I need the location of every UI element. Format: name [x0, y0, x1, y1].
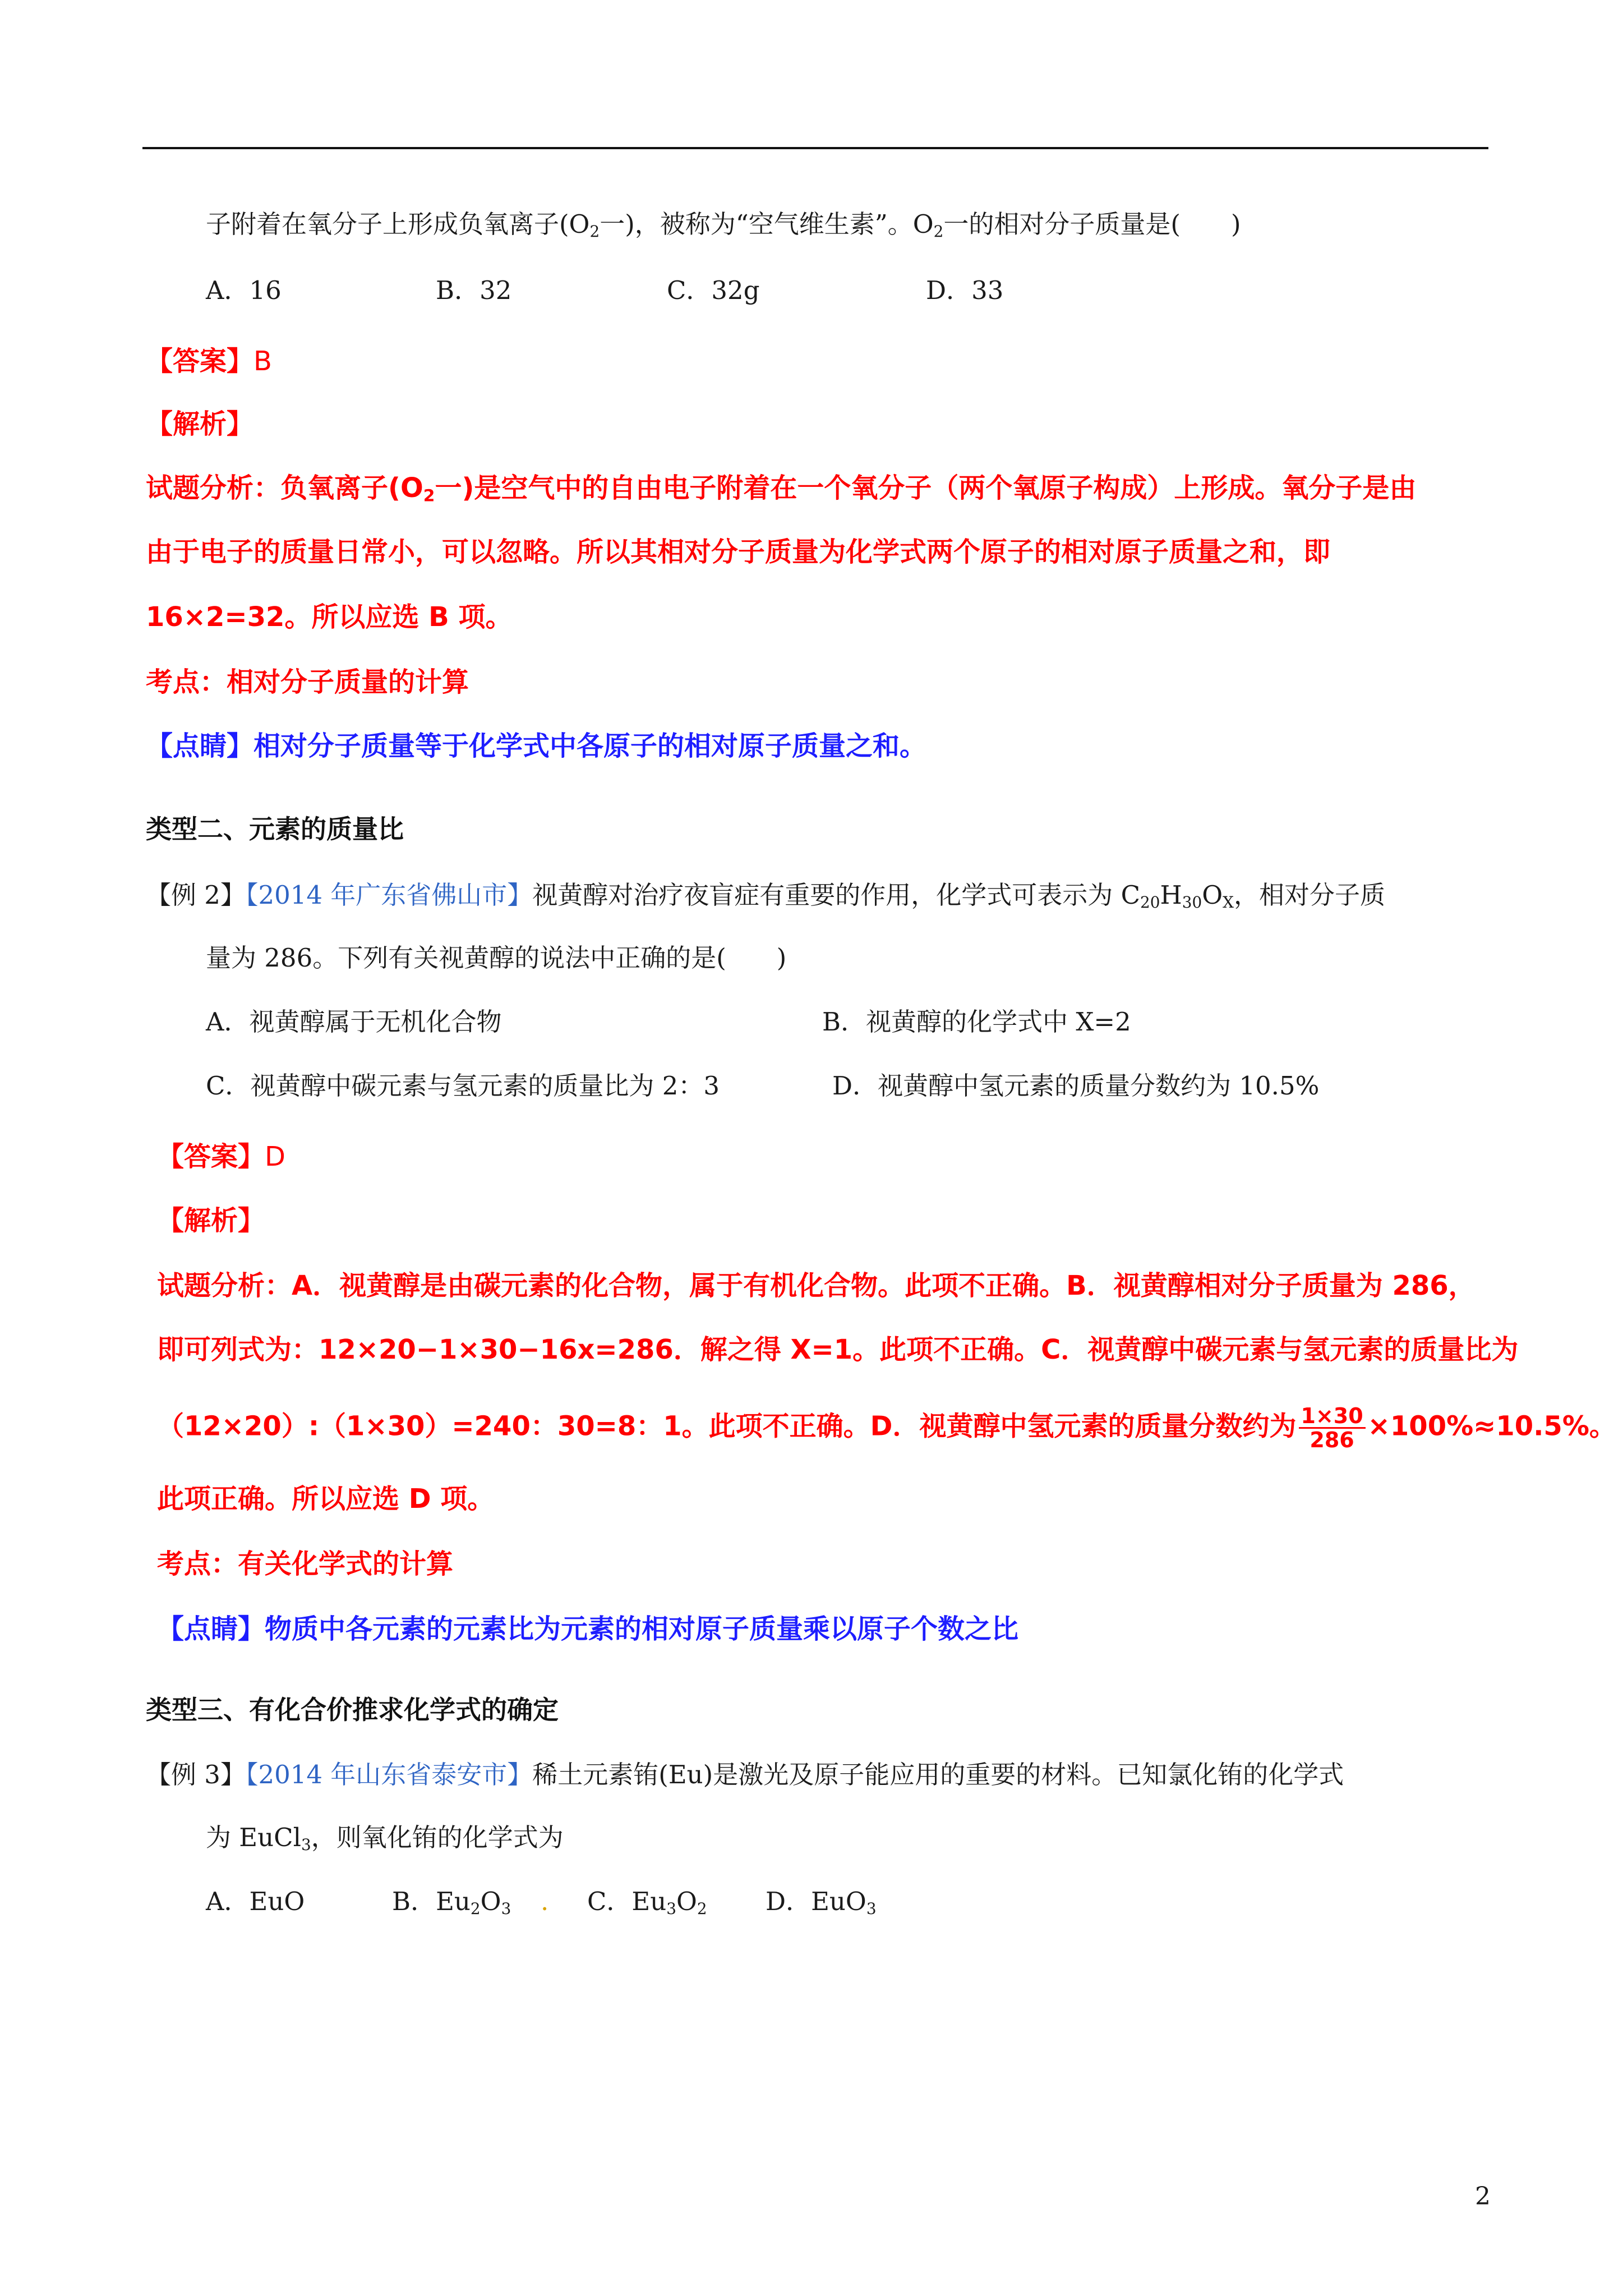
ex2-stem-line-1: 【例 2】【2014 年广东省佛山市】视黄醇对治疗夜盲症有重要的作用，化学式可表示为 $C_{20}H_{30}O_X$，相对分子质 — [146, 880, 1386, 912]
ex3-option-d: D．EuO$_3$ — [766, 1887, 877, 1918]
ex1-analysis-line-3: 16×2=32。所以应选 B 项。 — [146, 601, 513, 633]
ex1-option-b: B．32 — [436, 275, 512, 305]
ex2-source: 【2014 年广东省佛山市】 — [245, 880, 533, 910]
ex2-option-b: B．视黄醇的化学式中 X=2 — [822, 1007, 1131, 1037]
ex3-source: 【2014 年山东省泰安市】 — [245, 1760, 533, 1789]
ex2-answer: 【答案】D — [157, 1141, 285, 1172]
ex2-stem-line-2: 量为 286。下列有关视黄醇的说法中正确的是( ) — [206, 943, 787, 973]
ex1-analysis-line-1: 试题分析：负氧离子($O_2$一)是空气中的自由电子附着在一个氧分子（两个氧原子构成）上形成。氧分子是由 — [146, 472, 1417, 506]
page-number: 2 — [1475, 2182, 1491, 2211]
ex2-kaodian: 考点：有关化学式的计算 — [157, 1548, 454, 1580]
ex2-analysis-tag: 【解析】 — [157, 1205, 265, 1236]
ex2-analysis-line-4: 此项正确。所以应选 D 项。 — [157, 1483, 495, 1515]
ex2-analysis-line-3: （12×20）:（1×30）=240：30=8：1。此项不正确。D．视黄醇中氢元素的质量分数约为 $\frac{1\times 30}{286}$ ×100%≈10.5%。 — [157, 1404, 1616, 1452]
ex1-answer: 【答案】B — [146, 346, 272, 377]
ex2-fraction: $\frac{1\times 30}{286}$ — [1299, 1405, 1366, 1451]
ex1-kaodian: 考点：相对分子质量的计算 — [146, 666, 469, 698]
ex2-dianjing: 【点睛】物质中各元素的元素比为元素的相对原子质量乘以原子个数之比 — [157, 1613, 1019, 1645]
ex2-option-a: A．视黄醇属于无机化合物 — [206, 1007, 502, 1037]
ex3-stem-line-1: 【例 3】【2014 年山东省泰安市】稀土元素铕(Eu)是激光及原子能应用的重要的材料。已知氯化铕的化学式 — [146, 1760, 1344, 1789]
ex2-analysis-line-2: 即可列式为：12×20−1×30−16x=286．解之得 X=1。此项不正确。C．视黄醇中碳元素与氢元素的质量比为 — [157, 1334, 1519, 1365]
ex3-option-c: C．$Eu_3O_2$ — [587, 1887, 707, 1918]
ex3-option-a: A．EuO — [206, 1887, 305, 1916]
ex1-dianjing: 【点睛】相对分子质量等于化学式中各原子的相对原子质量之和。 — [146, 730, 927, 762]
ex1-analysis-tag: 【解析】 — [146, 408, 254, 440]
ex1-analysis-line-2: 由于电子的质量日常小，可以忽略。所以其相对分子质量为化学式两个原子的相对原子质量之和，即 — [146, 536, 1331, 568]
ex1-option-a: A．16 — [206, 275, 282, 305]
ex2-analysis-line-1: 试题分析：A．视黄醇是由碳元素的化合物，属于有机化合物。此项不正确。B．视黄醇相对分子质量为 286， — [157, 1270, 1476, 1301]
ex1-option-d: D．33 — [926, 275, 1004, 305]
ex3-stem-line-2: 为 EuCl$_3$，则氧化铕的化学式为 — [206, 1823, 564, 1854]
header-rule — [142, 147, 1488, 149]
type2-heading: 类型二、元素的质量比 — [146, 814, 404, 844]
type3-heading: 类型三、有化合价推求化学式的确定 — [146, 1695, 559, 1725]
ex1-stem: 子附着在氧分子上形成负氧离子($O_2$一)，被称为“空气维生素”。$O_2$一的相对分子质量是( ) — [206, 209, 1241, 241]
ex2-option-d: D．视黄醇中氢元素的质量分数约为 10.5% — [832, 1071, 1320, 1101]
ex3-option-b: B．$Eu_2O_3$ — [392, 1887, 511, 1918]
stray-dot: . — [541, 1887, 549, 1916]
ex2-option-c: C．视黄醇中碳元素与氢元素的质量比为 2：3 — [206, 1071, 720, 1101]
ex1-option-c: C．32g — [667, 275, 760, 305]
